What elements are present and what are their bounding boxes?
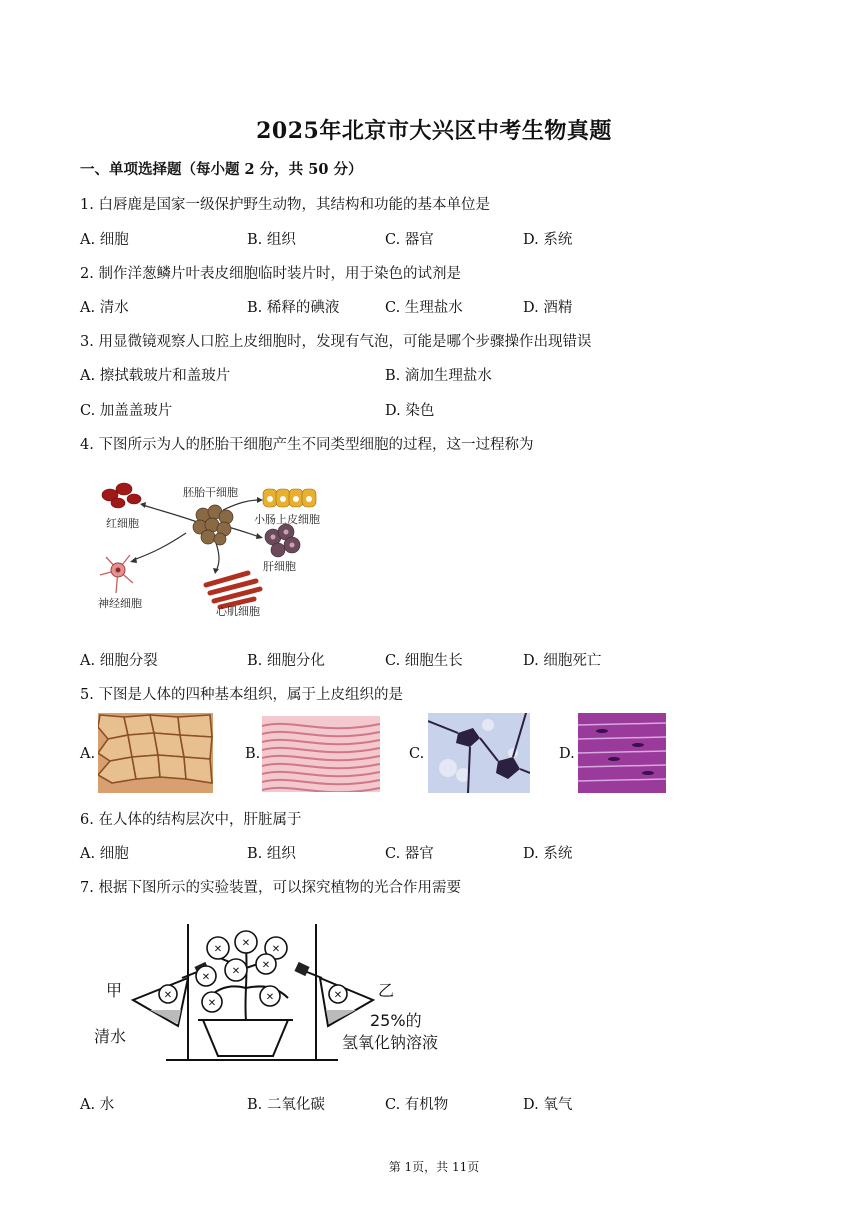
label-nerve-cell: 神经细胞 bbox=[98, 597, 142, 610]
svg-text:✕: ✕ bbox=[163, 990, 173, 1001]
q6-option-d: D. 系统 bbox=[523, 846, 573, 862]
svg-text:✕: ✕ bbox=[333, 990, 343, 1001]
label-red-blood-cell: 红细胞 bbox=[106, 517, 139, 530]
stem-cell-diagram bbox=[88, 475, 348, 625]
q7-option-b: B. 二氧化碳 bbox=[247, 1097, 325, 1113]
page-footer: 第 1页，共 11页 bbox=[388, 1160, 480, 1174]
q1-option-c: C. 器官 bbox=[385, 232, 434, 248]
svg-text:✕: ✕ bbox=[201, 972, 211, 983]
q1-option-a: A. 细胞 bbox=[80, 232, 129, 248]
q5-option-c: C. bbox=[409, 746, 425, 762]
q3-option-d: D. 染色 bbox=[385, 403, 435, 419]
muscle-tissue-image-d bbox=[578, 713, 666, 793]
label-yi: 乙 bbox=[378, 981, 395, 1000]
label-stem-cell: 胚胎干细胞 bbox=[183, 486, 238, 499]
q4-option-a: A. 细胞分裂 bbox=[80, 653, 158, 669]
label-naoh-solution: 氢氧化钠溶液 bbox=[342, 1033, 439, 1052]
label-intestinal-cell: 小肠上皮细胞 bbox=[254, 513, 320, 526]
label-liver-cell: 肝细胞 bbox=[263, 560, 296, 573]
label-jia: 甲 bbox=[106, 981, 123, 1000]
q2-option-a: A. 清水 bbox=[80, 300, 129, 316]
svg-text:✕: ✕ bbox=[231, 966, 241, 977]
q5-option-d: D. bbox=[559, 746, 575, 762]
q6-option-c: C. 器官 bbox=[385, 846, 434, 862]
q3-option-b: B. 滴加生理盐水 bbox=[385, 368, 492, 384]
q4-option-b: B. 细胞分化 bbox=[247, 653, 325, 669]
q1-option-d: D. 系统 bbox=[523, 232, 573, 248]
q7-option-a: A. 水 bbox=[80, 1097, 115, 1113]
q2-option-c: C. 生理盐水 bbox=[385, 300, 463, 316]
nerve-tissue-image bbox=[428, 713, 530, 793]
question-5-stem: 5. 下图是人体的四种基本组织，属于上皮组织的是 bbox=[80, 687, 403, 703]
label-water: 清水 bbox=[94, 1027, 127, 1046]
question-4-stem: 4. 下图所示为人的胚胎干细胞产生不同类型细胞的过程，这一过程称为 bbox=[80, 437, 534, 453]
q3-option-c: C. 加盖盖玻片 bbox=[80, 403, 173, 419]
question-6-stem: 6. 在人体的结构层次中，肝脏属于 bbox=[80, 812, 302, 828]
question-7-stem: 7. 根据下图所示的实验装置，可以探究植物的光合作用需要 bbox=[80, 880, 461, 896]
question-1-stem: 1. 白唇鹿是国家一级保护野生动物，其结构和功能的基本单位是 bbox=[80, 197, 490, 213]
q3-option-a: A. 擦拭载玻片和盖玻片 bbox=[80, 368, 231, 384]
svg-text:✕: ✕ bbox=[213, 944, 223, 955]
q6-option-b: B. 组织 bbox=[247, 846, 296, 862]
svg-text:✕: ✕ bbox=[241, 938, 251, 949]
q1-option-b: B. 组织 bbox=[247, 232, 296, 248]
q5-option-a: A. bbox=[80, 746, 96, 762]
label-concentration: 25%的 bbox=[370, 1011, 422, 1030]
q4-option-d: D. 细胞死亡 bbox=[523, 653, 602, 669]
muscle-tissue-image-b bbox=[262, 716, 380, 792]
q7-option-d: D. 氧气 bbox=[523, 1097, 573, 1113]
section-heading: 一、单项选择题（每小题 2 分，共 50 分） bbox=[80, 161, 363, 178]
q4-option-c: C. 细胞生长 bbox=[385, 653, 463, 669]
label-cardiac-cell: 心肌细胞 bbox=[216, 605, 260, 618]
q2-option-b: B. 稀释的碘液 bbox=[247, 300, 340, 316]
q2-option-d: D. 酒精 bbox=[523, 300, 573, 316]
q7-option-c: C. 有机物 bbox=[385, 1097, 449, 1113]
svg-text:✕: ✕ bbox=[271, 944, 281, 955]
svg-text:✕: ✕ bbox=[265, 992, 275, 1003]
svg-text:✕: ✕ bbox=[207, 998, 217, 1009]
epithelial-tissue-image bbox=[98, 713, 213, 793]
page-title: 2025年北京市大兴区中考生物真题 bbox=[256, 118, 612, 144]
question-3-stem: 3. 用显微镜观察人口腔上皮细胞时，发现有气泡，可能是哪个步骤操作出现错误 bbox=[80, 334, 592, 350]
question-2-stem: 2. 制作洋葱鳞片叶表皮细胞临时装片时，用于染色的试剂是 bbox=[80, 266, 461, 282]
photosynthesis-apparatus-diagram bbox=[88, 918, 488, 1068]
q5-option-b: B. bbox=[245, 746, 261, 762]
svg-text:✕: ✕ bbox=[261, 960, 271, 971]
q6-option-a: A. 细胞 bbox=[80, 846, 129, 862]
